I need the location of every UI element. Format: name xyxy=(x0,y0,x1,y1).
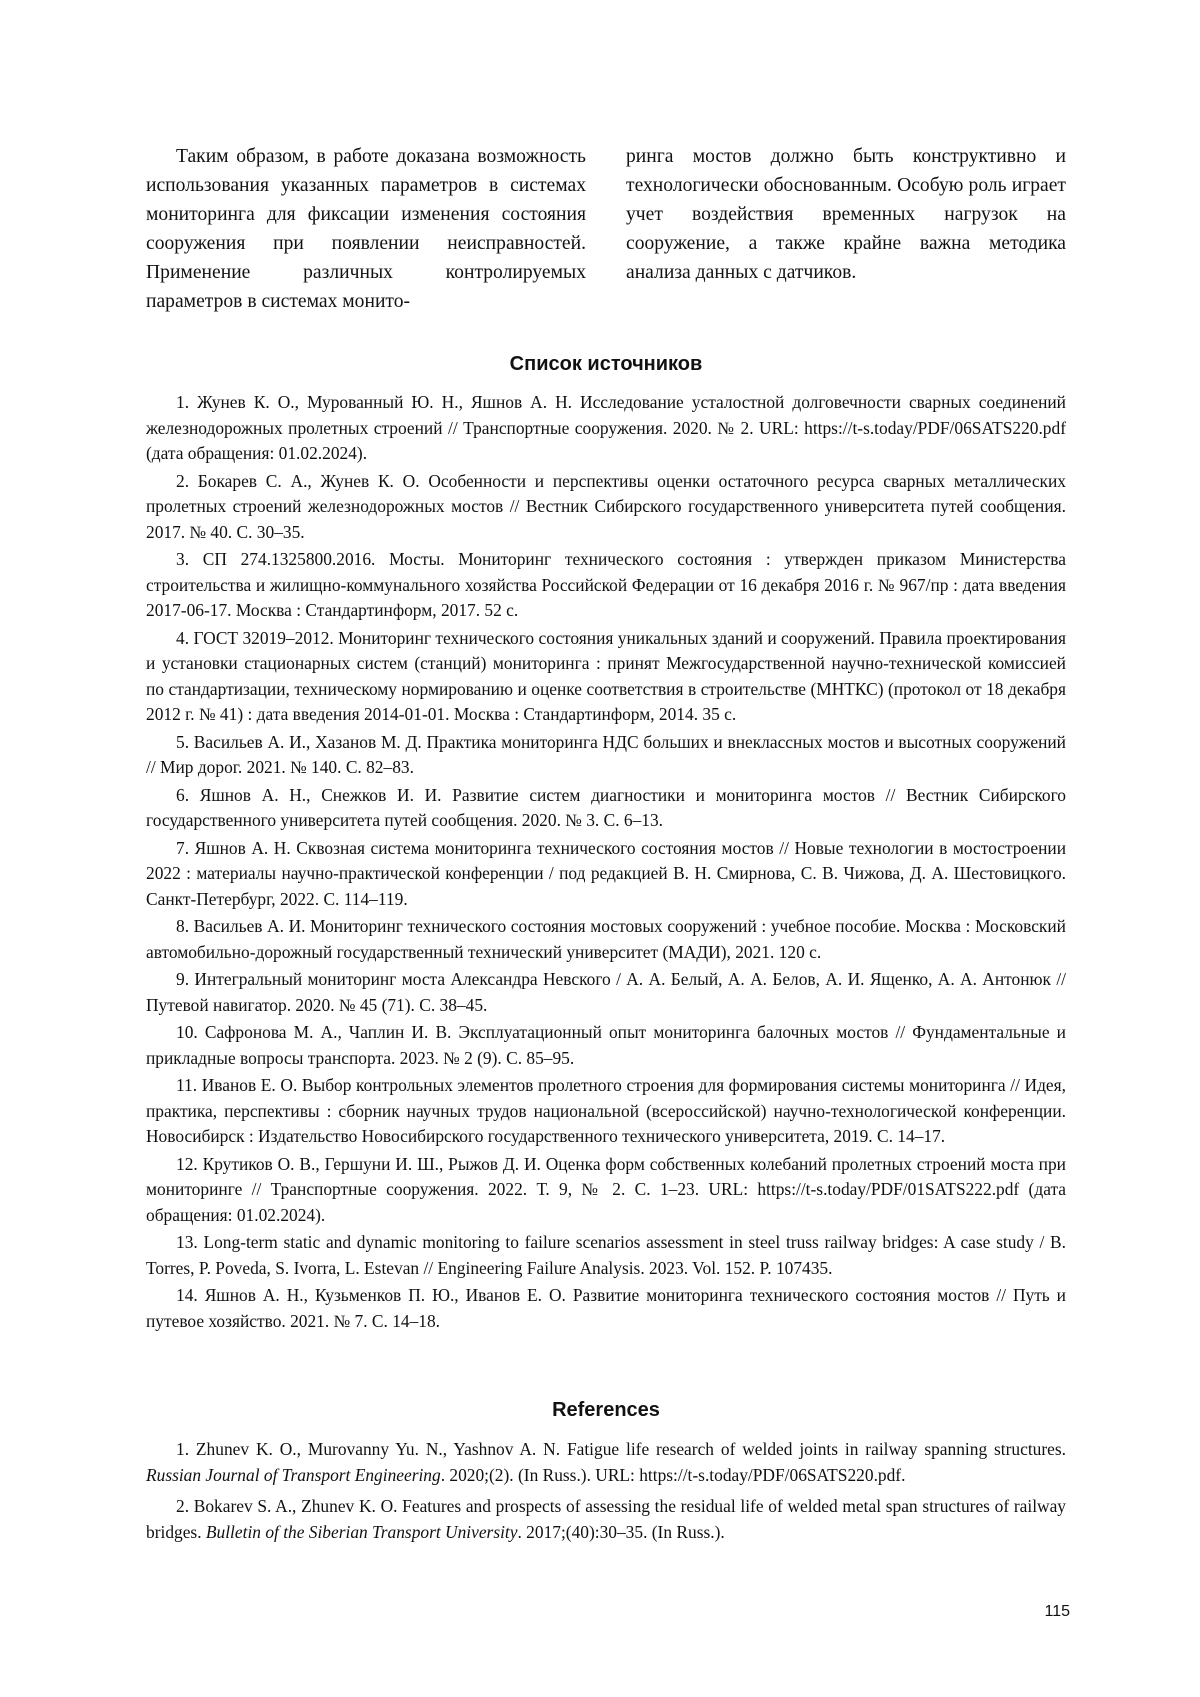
journal-title: Bulletin of the Siberian Transport University xyxy=(205,1521,518,1542)
references-heading: References xyxy=(552,1399,660,1421)
right-column-paragraph: ринга мостов должно быть конструктивно и технологически обоснованным. Особую роль играет учет воздействия временных нагрузок на сооружение, а также крайне важна методика анализа данных с датчиков. xyxy=(626,146,1066,283)
journal-title: Russian Journal of Transport Engineering xyxy=(146,1464,441,1485)
conclusion-text xyxy=(146,142,1066,316)
sources-heading: Список источников xyxy=(509,353,703,375)
left-column xyxy=(146,142,586,316)
source-item: 4. ГОСТ 32019–2012. Мониторинг технического состояния уникальных зданий и сооружений. Правила проектирования и установки стационарных систем (станций) мониторинга : принят Межгосударственной научно-технической комиссией по стандартизации, техническому нормированию и оценке соответствия в строительстве (МНТКС) (протокол от 18 декабря 2012 г. № 41) : дата введения 2014-01-01. Москва : Стандартинформ, 2014. 35 с. xyxy=(146,627,1066,724)
source-item: 11. Иванов Е. О. Выбор контрольных элементов пролетного строения для формирования системы мониторинга // Идея, практика, перспективы : сборник научных трудов национальной (всероссийской) научно-технологической конференции. Новосибирск : Издательство Новосибирского государственного технического университета, 2019. С. 14–17. xyxy=(146,1075,1066,1146)
reference-text: 2. Bokarev S. A., Zhunev K. O. Features and prospects of assessing the residual life of welded metal span structures of railway bridges. xyxy=(146,1496,1066,1542)
left-column-paragraph: Таким образом, в работе доказана возможность использования указанных параметров в системах мониторинга для фиксации изменения состояния сооружения при появлении неисправностей. Применение различных контролируемых параметров в системах монито- xyxy=(146,146,586,312)
source-item: 5. Васильев А. И., Хазанов М. Д. Практика мониторинга НДС больших и внеклассных мостов и высотных сооружений // Мир дорог. 2021. № 140. С. 82–83. xyxy=(146,731,1066,777)
source-item: 6. Яшнов А. Н., Снежков И. И. Развитие систем диагностики и мониторинга мостов // Вестник Сибирского государственного университета путей сообщения. 2020. № 3. С. 6–13. xyxy=(146,784,1066,830)
right-column xyxy=(626,142,1066,316)
reference-text: . 2017;(40):30–35. (In Russ.). xyxy=(517,1521,725,1542)
source-item: 14. Яшнов А. Н., Кузьменков П. Ю., Иванов Е. О. Развитие мониторинга технического состояния мостов // Путь и путевое хозяйство. 2021. № 7. С. 14–18. xyxy=(146,1285,1066,1331)
reference-item xyxy=(146,1437,1066,1488)
reference-item xyxy=(146,1494,1066,1545)
source-item: 13. Long-term static and dynamic monitoring to failure scenarios assessment in steel truss railway bridges: A case study / B. Torres, P. Poveda, S. Ivorra, L. Estevan // Engineering Failure Analysis. 2023. Vol. 152. P. 107435. xyxy=(146,1232,1066,1278)
source-item: 8. Васильев А. И. Мониторинг технического состояния мостовых сооружений : учебное пособие. Москва : Московский автомобильно-дорожный государственный технический университет (МАДИ), 2021. 120 с. xyxy=(146,916,1066,962)
source-item: 3. СП 274.1325800.2016. Мосты. Мониторинг технического состояния : утвержден приказом Министерства строительства и жилищно-коммунального хозяйства Российской Федерации от 16 декабря 2016 г. № 967/пр : дата введения 2017-06-17. Москва : Стандартинформ, 2017. 52 с. xyxy=(146,549,1066,620)
source-item: 1. Жунев К. О., Мурованный Ю. Н., Яшнов А. Н. Исследование усталостной долговечности сварных соединений железнодорожных пролетных строений // Транспортные сооружения. 2020. № 2. URL: https://t-s.today/PDF/06SATS220.pdf (дата обращения: 01.02.2024). xyxy=(146,392,1066,463)
source-item: 9. Интегральный мониторинг моста Александра Невского / А. А. Белый, А. А. Белов, А. И. Ященко, А. А. Антонюк // Путевой навигатор. 2020. № 45 (71). С. 38–45. xyxy=(146,969,1066,1015)
reference-text: . 2020;(2). (In Russ.). URL: https://t-s.today/PDF/06SATS220.pdf. xyxy=(440,1464,906,1485)
source-item: 10. Сафронова М. А., Чаплин И. В. Эксплуатационный опыт мониторинга балочных мостов // Фундаментальные и прикладные вопросы транспорта. 2023. № 2 (9). С. 85–95. xyxy=(146,1022,1066,1068)
sources-list xyxy=(146,390,1066,1336)
reference-text: 1. Zhunev K. O., Murovanny Yu. N., Yashnov A. N. Fatigue life research of welded joints in railway spanning structures. xyxy=(176,1439,1066,1459)
page-number: 115 xyxy=(1044,1603,1070,1620)
source-item: 7. Яшнов А. Н. Сквозная система мониторинга технического состояния мостов // Новые технологии в мостостроении 2022 : материалы научно-практической конференции / под редакцией В. Н. Смирнова, С. В. Чижова, Д. А. Шестовицкого. Санкт-Петербург, 2022. С. 114–119. xyxy=(146,837,1066,909)
references-list xyxy=(146,1437,1066,1551)
source-item: 12. Крутиков О. В., Гершуни И. Ш., Рыжов Д. И. Оценка форм собственных колебаний пролетных строений моста при мониторинге // Транспортные сооружения. 2022. Т. 9, № 2. С. 1–23. URL: https://t-s.today/PDF/01SATS222.pdf (дата обращения: 01.02.2024). xyxy=(146,1153,1066,1225)
source-item: 2. Бокарев С. А., Жунев К. О. Особенности и перспективы оценки остаточного ресурса сварных металлических пролетных строений железнодорожных мостов // Вестник Сибирского государственного университета путей сообщения. 2017. № 40. С. 30–35. xyxy=(146,470,1066,542)
